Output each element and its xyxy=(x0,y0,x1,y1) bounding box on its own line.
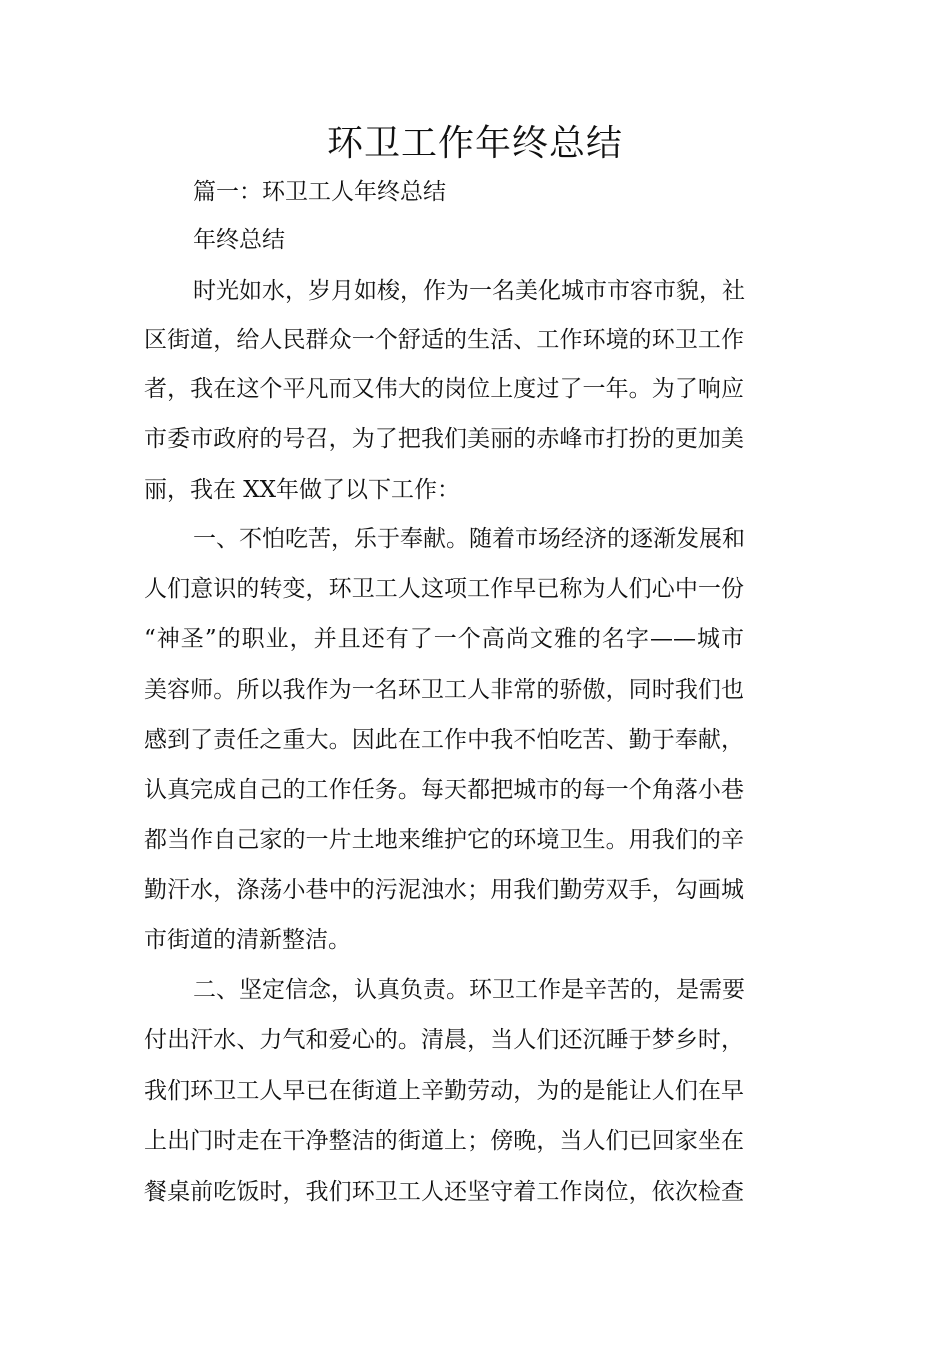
paragraph-1-line-1: 时光如水，岁月如梭，作为一名美化城市市容市貌，社 xyxy=(193,278,745,304)
paragraph-2-line-5: 感到了责任之重大。因此在工作中我不怕吃苦、勤于奉献， xyxy=(144,727,744,753)
paragraph-1-line-2: 区街道，给人民群众一个舒适的生活、工作环境的环卫工作 xyxy=(144,327,744,353)
paragraph-2-line-6: 认真完成自己的工作任务。每天都把城市的每一个角落小巷 xyxy=(144,777,744,803)
paragraph-2-line-2: 人们意识的转变，环卫工人这项工作早已称为人们心中一份 xyxy=(144,576,744,602)
paragraph-3-line-3: 我们环卫工人早已在街道上辛勤劳动，为的是能让人们在早 xyxy=(144,1078,744,1104)
document-title: 环卫工作年终总结 xyxy=(326,123,623,164)
paragraph-3-line-5: 餐桌前吃饭时，我们环卫工人还坚守着工作岗位，依次检查 xyxy=(144,1179,744,1205)
paragraph-1-line-5: 丽，我在 XX年做了以下工作： xyxy=(144,477,461,503)
section-heading: 篇一：环卫工人年终总结 xyxy=(193,179,446,205)
paragraph-1-line-3: 者，我在这个平凡而又伟大的岗位上度过了一年。为了响应 xyxy=(144,376,744,402)
paragraph-2-line-3: “神圣”的职业，并且还有了一个高尚文雅的名字——城市 xyxy=(144,626,744,652)
paragraph-2-line-9: 市街道的清新整洁。 xyxy=(144,927,351,953)
paragraph-3-line-1: 二、坚定信念，认真负责。环卫工作是辛苦的，是需要 xyxy=(193,977,745,1003)
paragraph-2-line-7: 都当作自己家的一片土地来维护它的环境卫生。用我们的辛 xyxy=(144,827,744,853)
paragraph-3-line-4: 上出门时走在干净整洁的街道上；傍晚，当人们已回家坐在 xyxy=(144,1128,744,1154)
sub-heading: 年终总结 xyxy=(193,227,285,253)
paragraph-2-line-1: 一、不怕吃苦，乐于奉献。随着市场经济的逐渐发展和 xyxy=(193,526,745,552)
paragraph-2-line-8: 勤汗水，涤荡小巷中的污泥浊水；用我们勤劳双手，勾画城 xyxy=(144,877,744,903)
paragraph-1-line-4: 市委市政府的号召，为了把我们美丽的赤峰市打扮的更加美 xyxy=(144,426,744,452)
paragraph-2-line-4: 美容师。所以我作为一名环卫工人非常的骄傲，同时我们也 xyxy=(144,677,744,703)
paragraph-3-line-2: 付出汗水、力气和爱心的。清晨，当人们还沉睡于梦乡时， xyxy=(144,1027,744,1053)
